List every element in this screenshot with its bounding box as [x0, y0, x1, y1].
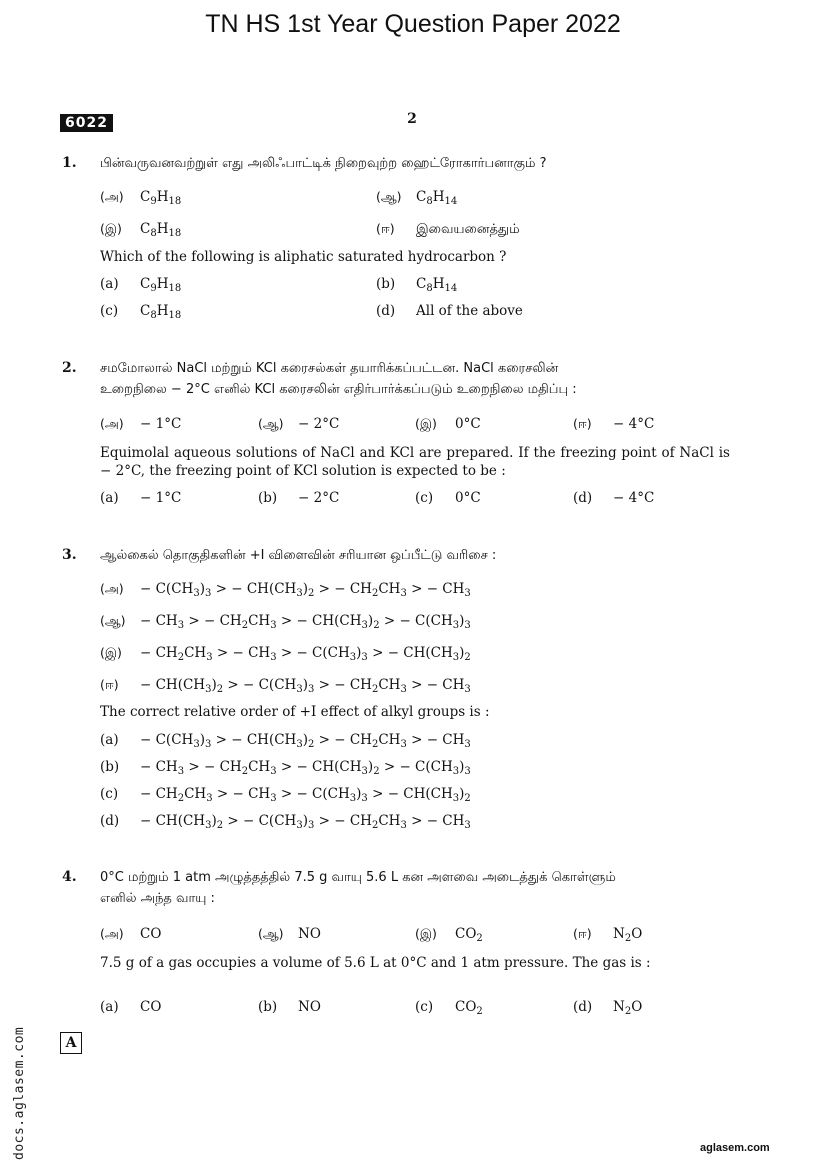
option-english-a: (a) $C_9H_{18}$	[100, 276, 182, 294]
option-english-a: (a) CO	[100, 999, 162, 1015]
option-english-d: (d) $N_2O$	[573, 999, 643, 1017]
option-english-d: $(d) - CH(CH_3)_2$ > − $C(CH_3)_3$ > − $CH_2CH_3$ > − $CH_3$	[100, 813, 471, 831]
option-tamil-1: (அ) $C_9H_{18}$	[100, 189, 182, 207]
option-english-b: (b) − 2°C	[258, 490, 340, 506]
option-tamil-4: (ஈ) − 4°C	[573, 416, 655, 432]
question-text-tamil-line2: எனில் அந்த வாயு :	[100, 891, 215, 906]
option-tamil-4: (ஈ) $N_2O$	[573, 926, 643, 944]
option-english-a: (a) − 1°C	[100, 490, 182, 506]
question-number: 4.	[62, 869, 77, 885]
option-tamil-3: (இ) − $CH_2CH_3$ > − $CH_3$ > − $C(CH_3)_3$ > − $CH(CH_3)_2$	[100, 645, 471, 663]
option-english-c: (c) 0°C	[415, 490, 481, 506]
option-english-c: (c) $C_8H_{18}$	[100, 303, 182, 321]
option-tamil-2: (ஆ) − 2°C	[258, 416, 340, 432]
question-text-english: Which of the following is aliphatic saturated hydrocarbon ?	[100, 249, 507, 265]
option-tamil-1: (அ) − $C(CH_3)_3$ > − $CH(CH_3)_2$ > − $CH_2CH_3$ > − $CH_3$	[100, 581, 471, 599]
option-tamil-3: (இ) 0°C	[415, 416, 481, 432]
option-tamil-1: (அ) − 1°C	[100, 416, 182, 432]
option-tamil-4: (ஈ) இவையனைத்தும்	[376, 221, 520, 237]
option-english-b: (b) $C_8H_{14}$	[376, 276, 458, 294]
page-number: 2	[407, 111, 417, 127]
option-english-b: (b) NO	[258, 999, 321, 1015]
option-tamil-3: (இ) $C_8H_{18}$	[100, 221, 182, 239]
option-english-d: (d) − 4°C	[573, 490, 655, 506]
option-tamil-2: (ஆ) NO	[258, 926, 321, 942]
question-text-tamil-line2: உறைநிலை − 2°C எனில் KCl கரைசலின் எதிர்பார்க்கப்படும் உறைநிலை மதிப்பு :	[100, 382, 577, 397]
option-english-c: (c) $CO_2$	[415, 999, 483, 1017]
question-text-tamil-line1: சமமோலால் NaCl மற்றும் KCl கரைசல்கள் தயாரிக்கப்பட்டன. NaCl கரைசலின்	[100, 361, 559, 376]
brand-footer: aglasem.com	[700, 1142, 770, 1154]
option-tamil-4: (ஈ) − $CH(CH_3)_2$ > − $C(CH_3)_3$ > − $CH_2CH_3$ > − $CH_3$	[100, 677, 471, 695]
booklet-version-box: A	[60, 1032, 82, 1054]
option-english-c: $(c) - CH_2CH_3$ > − $CH_3$ > − $C(CH_3)_3$ > − $CH(CH_3)_2$	[100, 786, 471, 804]
question-text-tamil-line1: 0°C மற்றும் 1 atm அழுத்தத்தில் 7.5 g வாயு 5.6 L கன அளவை அடைத்துக் கொள்ளும்	[100, 870, 616, 885]
question-number: 1.	[62, 155, 77, 171]
question-text-tamil: பின்வருவனவற்றுள் எது அலிஃபாட்டிக் நிறைவுற்ற ஹைட்ரோகார்பனாகும் ?	[100, 156, 547, 171]
question-text-tamil: ஆல்கைல் தொகுதிகளின் +I விளைவின் சரியான ஒப்பீட்டு வரிசை :	[100, 548, 497, 563]
option-english-a: $(a) - C(CH_3)_3$ > − $CH(CH_3)_2$ > − $CH_2CH_3$ > − $CH_3$	[100, 732, 471, 750]
question-text-english: The correct relative order of +I effect of alkyl groups is :	[100, 704, 490, 720]
question-text-english: Equimolal aqueous solutions of NaCl and KCl are prepared. If the freezing point of NaCl is − 2°C, the freezing point of KCl solution is expected to be :	[100, 445, 730, 479]
option-tamil-2: (ஆ) − $CH_3$ > − $CH_2CH_3$ > − $CH(CH_3)_2$ > − $C(CH_3)_3$	[100, 613, 471, 631]
question-number: 2.	[62, 360, 77, 376]
option-tamil-2: (ஆ) $C_8H_{14}$	[376, 189, 458, 207]
option-english-b: $(b) - CH_3$ > − $CH_2CH_3$ > − $CH(CH_3)_2$ > − $C(CH_3)_3$	[100, 759, 471, 777]
option-english-d: (d) All of the above	[376, 303, 523, 319]
document-title: TN HS 1st Year Question Paper 2022	[205, 10, 621, 38]
option-tamil-3: (இ) $CO_2$	[415, 926, 483, 944]
side-watermark: docs.aglasem.com	[12, 1026, 27, 1160]
question-number: 3.	[62, 547, 77, 563]
paper-code-badge: 6022	[60, 114, 113, 132]
question-text-english: 7.5 g of a gas occupies a volume of 5.6 L at 0°C and 1 atm pressure. The gas is :	[100, 955, 651, 971]
option-tamil-1: (அ) CO	[100, 926, 162, 942]
